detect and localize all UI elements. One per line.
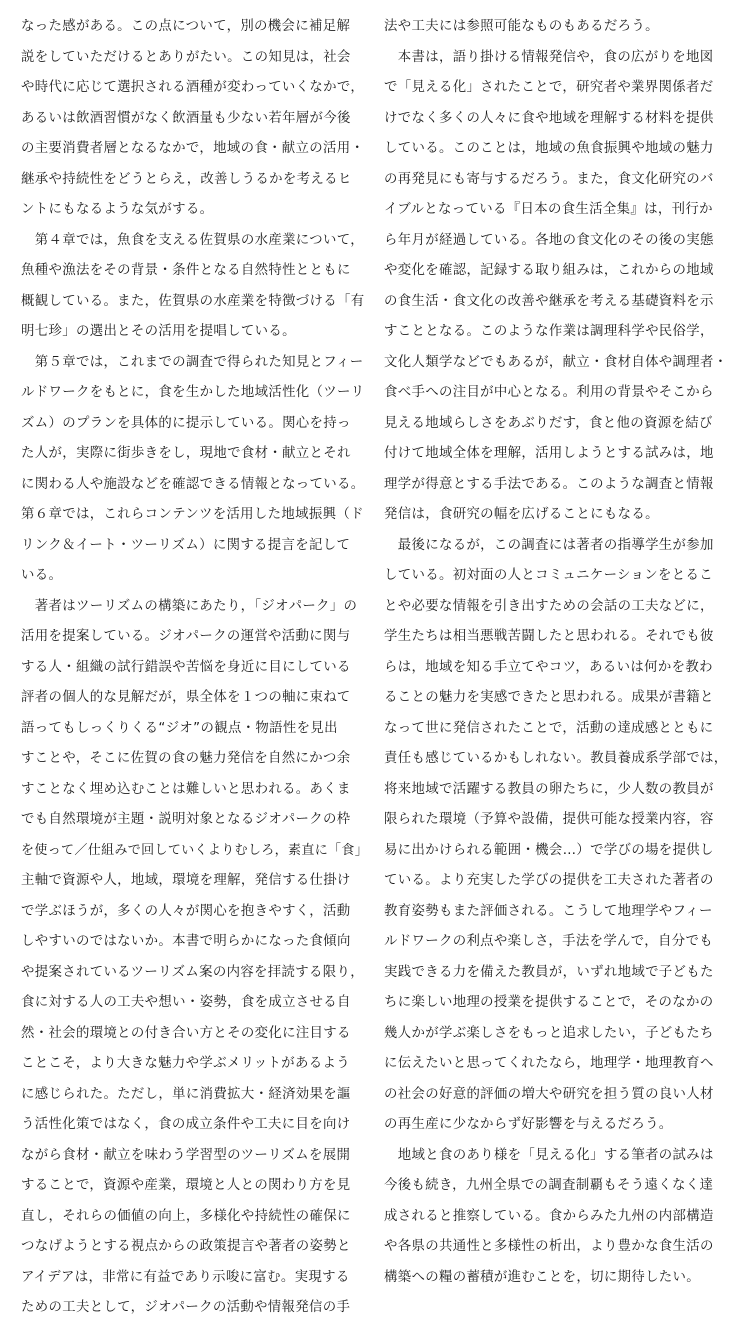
right-column-line: 成されると推察している。食からみた九州の内部構造: [384, 1208, 714, 1224]
left-column-line: する人・組織の試行錯誤や苦悩を身近に目にしている: [21, 659, 351, 675]
right-column-line: ちに楽しい地理の授業を提供することで，そのなかの: [384, 995, 714, 1010]
right-column-line: 今後も続き，九州全県での調査制覇もそう遠くなく達: [384, 1178, 714, 1193]
left-column-line: を使って／仕組みで回していくよりむしろ，素直に「食」: [21, 842, 369, 858]
right-column-line: している。初対面の人とコミュニケーションをとるこ: [384, 568, 713, 583]
right-column-line: 易に出かけられる範囲・機会…）で学びの場を提供し: [384, 842, 714, 858]
right-column-line: の食生活・食文化の改善や継承を考える基礎資料を示: [384, 293, 714, 309]
left-column-line: でも自然環境が主題・説明対象となるジオパークの枠: [21, 812, 351, 827]
left-column-line: しやすいのではないか。本書で明らかになった食傾向: [21, 934, 351, 949]
left-column-line: つなげようとする視点からの政策提言や著者の姿勢と: [21, 1239, 351, 1254]
left-column-line: に感じられた。ただし，単に消費拡大・経済効果を謳: [21, 1086, 351, 1102]
left-column-line: 食に対する人の工夫や想い・姿勢，食を成立させる自: [21, 995, 351, 1010]
right-column-line: 学生たちは相当悪戦苦闘したと思われる。それでも彼: [384, 629, 714, 644]
right-column-line: 発信は，食研究の幅を広げることにもなる。: [384, 507, 659, 522]
left-column-line: ことこそ，より大きな魅力や学ぶメリットがあるよう: [21, 1056, 350, 1071]
left-column-line: 評者の個人的な見解だが，県全体を１つの軸に束ねて: [21, 690, 351, 705]
left-column-line: 第４章では，魚食を支える佐賀県の水産業について，: [21, 232, 364, 248]
left-column-line: ズム）のプランを具体的に提示している。関心を持っ: [21, 415, 351, 431]
left-text-column: [21, 12, 369, 1324]
right-column-line: ルドワークの利点や楽しさ，手法を学んで，自分でも: [384, 934, 713, 949]
left-column-line: リンク＆イート・ツーリズム）に関する提言を記して: [21, 537, 351, 553]
left-column-line: あるいは飲酒習慣がなく飲酒量も少ない若年層が今後: [21, 110, 351, 126]
left-column-line: 直し，それらの価値の向上，多様化や持続性の確保に: [21, 1208, 351, 1224]
left-column-line: 説をしていただけるとありがたい。この知見は，社会: [21, 49, 351, 65]
right-column-line: 教育姿勢もまた評価される。こうして地理学やフィー: [384, 903, 713, 919]
right-column-line: 地域と食のあり様を「見える化」する筆者の試みは: [384, 1147, 714, 1163]
right-column-line: らは，地域を知る手立てやコツ，あるいは何かを教わ: [384, 659, 713, 675]
right-column-line: に伝えたいと思ってくれたなら，地理学・地理教育へ: [384, 1056, 714, 1071]
left-column-line: アイデアは，非常に有益であり示唆に富む。実現する: [21, 1269, 350, 1285]
right-column-line: けでなく多くの人々に食や地域を理解する材料を提供: [384, 110, 714, 126]
right-column-line: 責任も感じているかもしれない。教員養成系学部では，: [384, 751, 728, 766]
right-column-line: 幾人かが学ぶ楽しさをもっと追求したい，子どもたち: [384, 1025, 714, 1041]
left-column-line: 明七珍」の選出とその活用を提唱している。: [21, 324, 296, 339]
left-column-line: いる。: [21, 568, 63, 583]
right-text-column: [384, 12, 732, 1293]
right-column-line: 理学が得意とする手法である。このような調査と情報: [384, 476, 714, 492]
left-column-line: 第５章では，これまでの調査で得られた知見とフィー: [21, 354, 364, 370]
left-column-line: の主要消費者層となるなかで，地域の食・献立の活用・: [21, 141, 365, 156]
left-column-line: 継承や持続性をどうとらえ，改善しうるかを考えるヒ: [21, 171, 352, 187]
left-column-line: 著者はツーリズムの構築にあたり，「ジオパーク」の: [21, 598, 358, 614]
left-column-line: 第６章では，これらコンテンツを活用した地域振興（ド: [21, 507, 364, 522]
right-column-line: イブルとなっている『日本の食生活全集』は，刊行か: [384, 202, 713, 217]
left-column-line: すことなく埋め込むことは難しいと思われる。あくま: [21, 781, 351, 797]
left-column-line: や時代に応じて選択される酒種が変わっていくなかで，: [21, 80, 365, 95]
right-column-line: ら年月が経過している。各地の食文化のその後の実態: [384, 232, 714, 248]
right-column-line: 法や工夫には参照可能なものもあるだろう。: [384, 19, 659, 34]
right-column-line: している。このことは，地域の魚食振興や地域の魅力: [384, 141, 714, 156]
right-column-line: 将来地域で活躍する教員の卵たちに，少人数の教員が: [384, 781, 714, 797]
left-column-line: ながら食材・献立を味わう学習型のツーリズムを展開: [21, 1147, 351, 1163]
right-column-line: 付けて地域全体を理解，活用しようとする試みは，地: [384, 446, 714, 461]
right-column-line: ることの魅力を実感できたと思われる。成果が書籍と: [384, 690, 714, 705]
right-column-line: 実践できる力を備えた教員が，いずれ地域で子どもた: [384, 964, 714, 980]
right-column-line: なって世に発信されたことで，活動の達成感とともに: [384, 720, 714, 736]
right-column-line: 文化人類学などでもあるが，献立・食材自体や調理者・: [384, 354, 728, 370]
right-column-line: 構築への糧の蓄積が進むことを，切に期待したい。: [384, 1269, 701, 1285]
left-column-line: や提案されているツーリズム案の内容を拝読する限り，: [21, 964, 364, 980]
right-column-line: で「見える化」されたことで，研究者や業界関係者だ: [384, 80, 714, 95]
left-column-line: た人が，実際に街歩きをし，現地で食材・献立とそれ: [21, 446, 351, 461]
left-column-line: すことや，そこに佐賀の食の魅力発信を自然にかつ余: [21, 751, 351, 766]
right-column-line: すこととなる。このような作業は調理科学や民俗学，: [384, 324, 714, 339]
left-column-line: なった感がある。この点について，別の機会に補足解: [21, 19, 351, 34]
right-column-line: 食べ手への注目が中心となる。利用の背景やそこから: [384, 385, 714, 400]
left-column-line: ントにもなるような気がする。: [21, 202, 214, 217]
left-column-line: 語ってもしっくりくる“ジオ”の観点・物語性を見出: [21, 720, 338, 736]
left-column-line: することで，資源や産業，環境と人との関わり方を見: [21, 1178, 351, 1193]
right-column-line: の社会の好意的評価の増大や研究を担う質の良い人材: [384, 1086, 714, 1102]
left-column-line: ルドワークをもとに，食を生かした地域活性化（ツーリ: [21, 385, 365, 400]
left-column-line: 然・社会的環境との付き合い方とその変化に注目する: [21, 1025, 351, 1041]
left-column-line: ための工夫として，ジオパークの活動や情報発信の手: [21, 1300, 351, 1315]
right-column-line: の再生産に少なからず好影響を与えるだろう。: [384, 1117, 673, 1132]
right-column-line: 本書は，語り掛ける情報発信や，食の広がりを地図: [384, 49, 714, 65]
right-column-line: や変化を確認，記録する取り組みは，これからの地域: [384, 263, 714, 278]
left-column-line: 主軸で資源や人，地域，環境を理解，発信する仕掛け: [21, 873, 351, 888]
right-column-line: とや必要な情報を引き出すための会話の工夫などに，: [384, 598, 714, 614]
right-column-line: 限られた環境（予算や設備，提供可能な授業内容，容: [384, 812, 714, 827]
right-column-line: 見える地域らしさをあぶりだす，食と他の資源を結び: [384, 415, 713, 431]
right-column-line: 最後になるが，この調査には著者の指導学生が参加: [384, 537, 714, 553]
right-column-line: の再発見にも寄与するだろう。また，食文化研究のバ: [384, 171, 714, 187]
left-column-line: 魚種や漁法をその背景・条件となる自然特性とともに: [21, 263, 351, 278]
left-column-line: で学ぶほうが，多くの人々が関心を抱きやすく，活動: [21, 903, 351, 919]
right-column-line: や各県の共通性と多様性の析出，より豊かな食生活の: [384, 1239, 714, 1254]
right-column-line: ている。より充実した学びの提供を工夫された著者の: [384, 873, 714, 888]
left-column-line: 活用を提案している。ジオパークの運営や活動に関与: [21, 629, 351, 644]
left-column-line: う活性化策ではなく，食の成立条件や工夫に目を向け: [21, 1117, 351, 1132]
left-column-line: に関わる人や施設などを確認できる情報となっている。: [21, 476, 365, 492]
left-column-line: 概観している。また，佐賀県の水産業を特徴づける「有: [21, 293, 365, 309]
